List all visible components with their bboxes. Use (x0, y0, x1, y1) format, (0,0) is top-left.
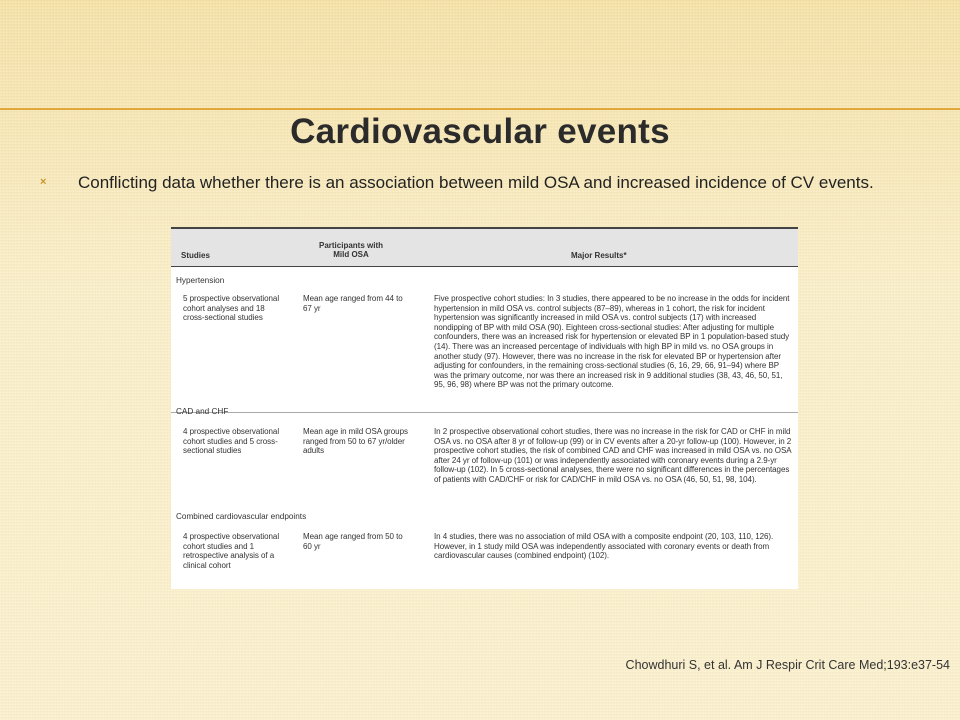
header-participants: Participants with Mild OSA (318, 241, 383, 259)
slide-title: Cardiovascular events (290, 112, 670, 151)
participants-cell: Mean age ranged from 44 to 67 yr (303, 294, 403, 313)
studies-cell: 4 prospective observational cohort studies and 5 cross-sectional studies (183, 427, 280, 456)
results-cell: In 4 studies, there was no association of mild OSA with a composite endpoint (20, 103, 110, 126). However, in 1 study mild OSA was independently associated with coronary events or death from cardiovascular causes (combined endpoint) (102). (434, 532, 774, 561)
table-header (171, 227, 798, 267)
row-divider (171, 412, 798, 413)
citation: Chowdhuri S, et al. Am J Respir Crit Care Med;193:e37-54 (625, 658, 950, 672)
header-results: Major Results* (571, 251, 627, 260)
studies-cell: 4 prospective observational cohort studies and 1 retrospective analysis of a clinical cohort (183, 532, 280, 570)
section-combined-endpoints: Combined cardiovascular endpoints (176, 512, 307, 521)
section-hypertension: Hypertension (176, 276, 225, 285)
section-cad-chf: CAD and CHF (176, 407, 229, 416)
bullet-x-icon: × (40, 176, 47, 188)
results-cell: Five prospective cohort studies: In 3 studies, there appeared to be no increase in the odds for incident hypertension in mild OSA vs. control subjects (87–89), whereas in 1 cohort, the risk for incident hypertension was significantly increased in mild OSA vs. control subjects (17) with increased nondipping of BP with mild OSA (90). Eighteen cross-sectional studies: After adjusting for multiple confounders, there was an increased risk for hypertension or elevated BP in 1 population-based study (14). There was an increased percentage of individuals with high BP in mild vs. no OSA groups in another study (97). However, there was no increase in the risk for elevated BP or hypertension after adjusting for confounders, in the remaining cross-sectional studies (6, 16, 29, 66, 91–94) where BP was the primary outcome, nor was there an increased risk in 9 additional studies (38, 43, 46, 50, 51, 95, 96, 98) where BP was not the primary outcome. (434, 294, 790, 390)
results-cell: In 2 prospective observational cohort studies, there was no increase in the risk for CAD or CHF in mild OSA vs. no OSA after 8 yr of follow-up (99) or in CV events after a 20-yr follow-up (100). However, in 2 prospective cohort studies, the risk of combined CAD and CHF was increased in mild OSA vs. no OSA after 24 yr of follow-up (101) or was independently associated with coronary events during a 2.9-yr follow-up (102). In 5 cross-sectional analyses, there were no significant differences in the percentages of patients with CAD/CHF or risk for CAD/CHF in mild OSA vs. no OSA (46, 50, 51, 98, 104). (434, 427, 792, 484)
header-studies: Studies (181, 251, 210, 260)
bullet-text: Conflicting data whether there is an association between mild OSA and increased incidence of CV events. (78, 173, 874, 192)
results-table (171, 227, 798, 589)
studies-cell: 5 prospective observational cohort analyses and 18 cross-sectional studies (183, 294, 280, 323)
participants-cell: Mean age in mild OSA groups ranged from 50 to 67 yr/older adults (303, 427, 408, 456)
title-divider (0, 108, 960, 110)
participants-cell: Mean age ranged from 50 to 60 yr (303, 532, 403, 551)
